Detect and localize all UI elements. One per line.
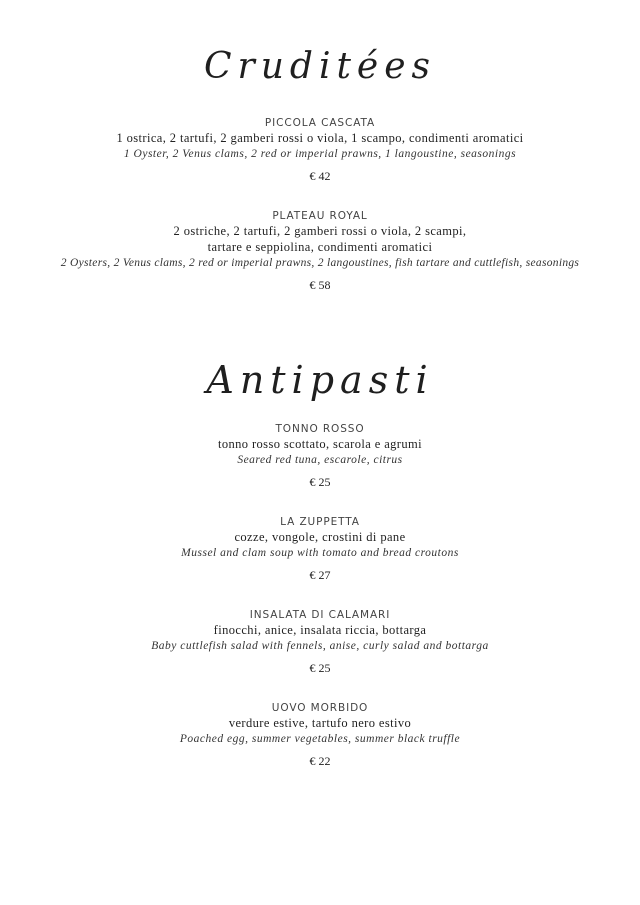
section-title-text: Antipasti bbox=[206, 358, 434, 402]
item-name: LA ZUPPETTA bbox=[280, 516, 360, 528]
item-name: TONNO ROSSO bbox=[275, 423, 365, 435]
item-price: € 25 bbox=[309, 475, 331, 489]
menu-item bbox=[0, 515, 640, 583]
item-name: PLATEAU ROYAL bbox=[272, 210, 368, 222]
item-price: € 27 bbox=[309, 568, 331, 582]
item-price: € 42 bbox=[309, 169, 331, 183]
item-description-it: tonno rosso scottato, scarola e agrumi bbox=[217, 437, 423, 451]
item-description-it: 2 ostriche, 2 tartufi, 2 gamberi rossi o viola, 2 scampi, bbox=[173, 224, 467, 238]
item-description-it: finocchi, anice, insalata riccia, bottarga bbox=[213, 623, 427, 637]
menu-item bbox=[0, 608, 640, 676]
item-description-it: 1 ostrica, 2 tartufi, 2 gamberi rossi o viola, 1 scampo, condimenti aromatici bbox=[116, 131, 524, 145]
item-name: INSALATA DI CALAMARI bbox=[249, 609, 391, 621]
item-description-en: Mussel and clam soup with tomato and bread croutons bbox=[181, 547, 459, 559]
item-description-it: tartare e seppiolina, condimenti aromatici bbox=[207, 240, 433, 254]
item-description-it: cozze, vongole, crostini di pane bbox=[234, 530, 406, 544]
item-price: € 22 bbox=[309, 754, 331, 768]
section-title-antipasti bbox=[0, 358, 640, 402]
menu-item bbox=[0, 116, 640, 184]
item-description-en: Poached egg, summer vegetables, summer black truffle bbox=[179, 733, 461, 745]
item-description-it: verdure estive, tartufo nero estivo bbox=[228, 716, 412, 730]
menu-item bbox=[0, 209, 640, 293]
item-description-en: Baby cuttlefish salad with fennels, anise, curly salad and bottarga bbox=[151, 640, 489, 652]
item-description-en: 2 Oysters, 2 Venus clams, 2 red or imperial prawns, 2 langoustines, fish tartare and cuttlefish, seasonings bbox=[60, 257, 580, 269]
item-description-en: 1 Oyster, 2 Venus clams, 2 red or imperial prawns, 1 langoustine, seasonings bbox=[123, 148, 517, 160]
section-title-crudites bbox=[0, 46, 640, 87]
item-price: € 58 bbox=[309, 278, 331, 292]
menu-item bbox=[0, 701, 640, 769]
menu-item bbox=[0, 422, 640, 490]
item-description-en: Seared red tuna, escarole, citrus bbox=[237, 454, 403, 466]
section-title-text: Cruditées bbox=[203, 46, 437, 87]
item-name: PICCOLA CASCATA bbox=[264, 117, 376, 129]
item-name: UOVO MORBIDO bbox=[271, 702, 369, 714]
item-price: € 25 bbox=[309, 661, 331, 675]
